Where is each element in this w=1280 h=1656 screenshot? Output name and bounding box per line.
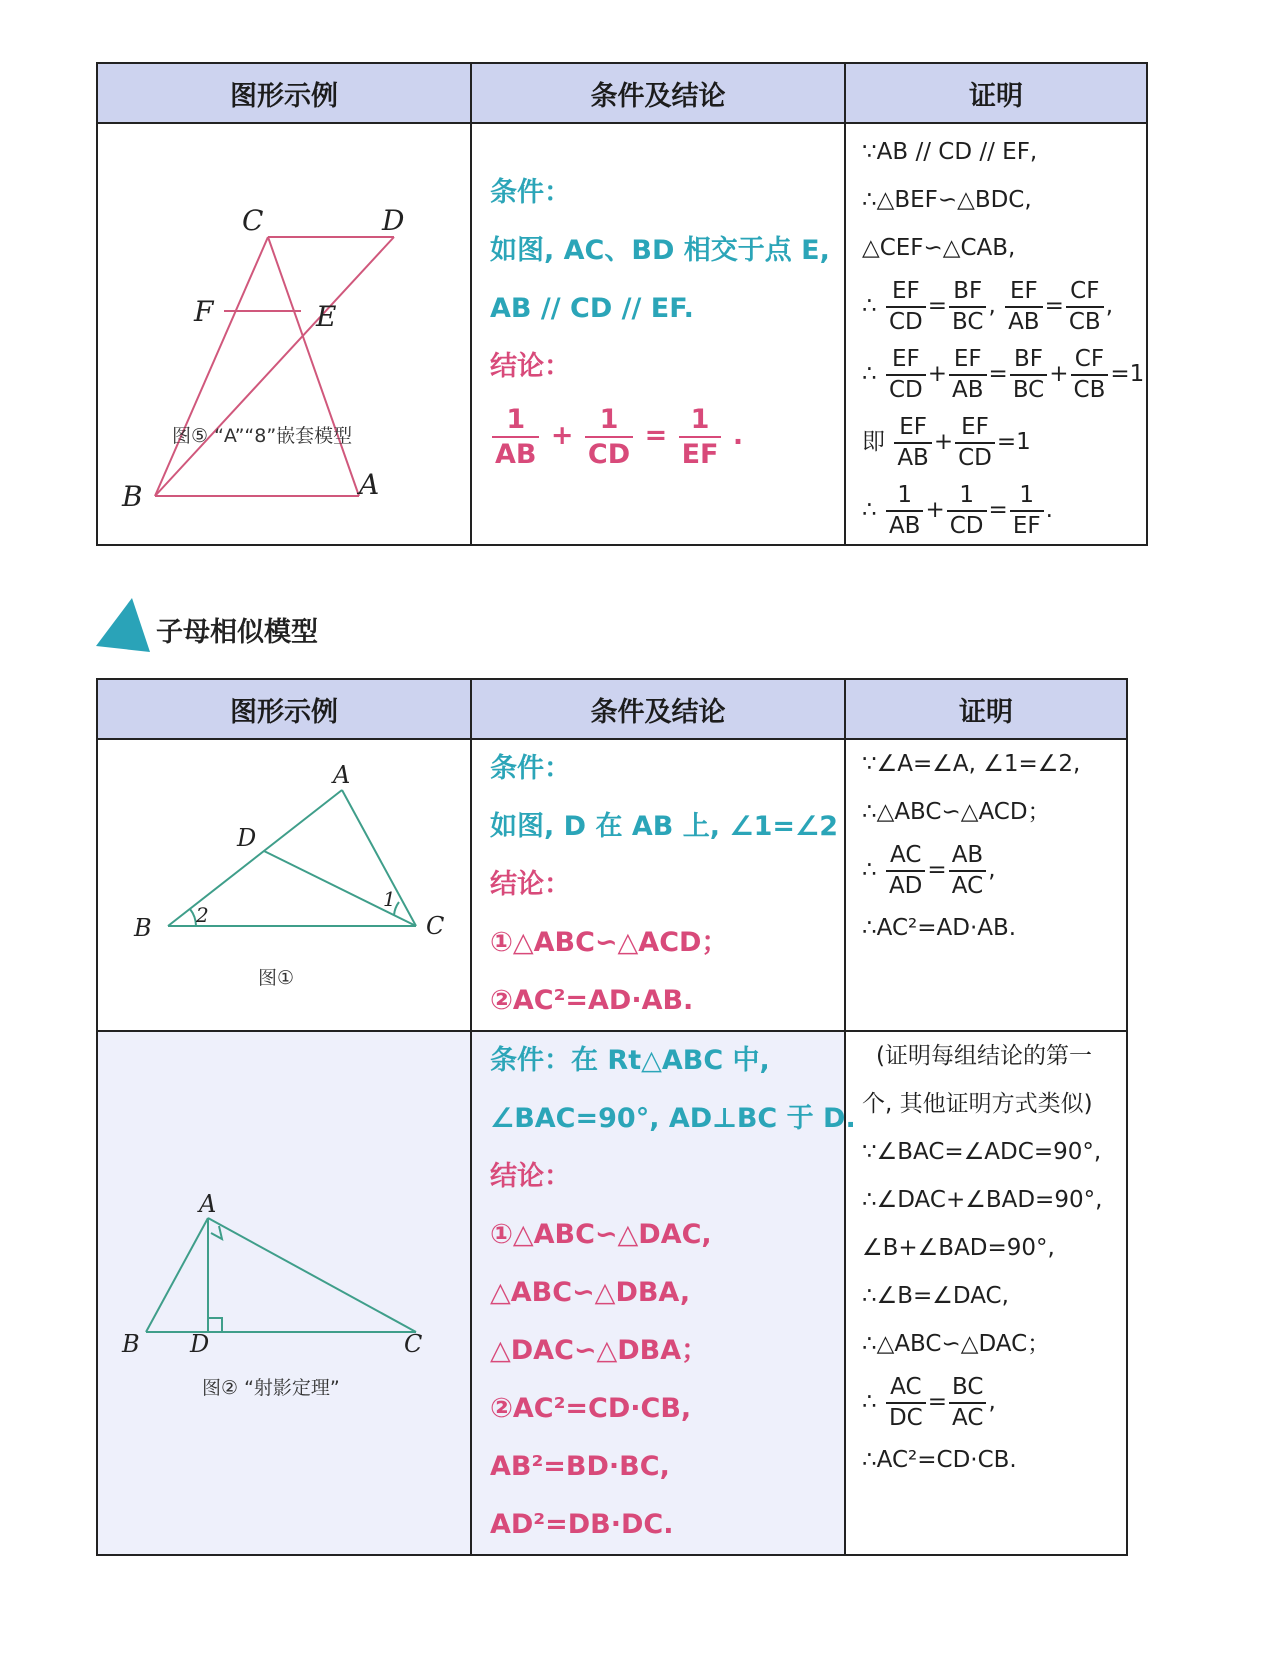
table-row <box>97 739 1127 1031</box>
vertex-b: B <box>134 914 152 942</box>
proof-line: △CEF∽△CAB, <box>862 235 1016 261</box>
figure-caption: 图⑤ “A”“8”嵌套模型 <box>172 425 353 447</box>
condition-cell <box>471 123 845 545</box>
section-title: 子母相似模型 <box>156 617 318 648</box>
vertex-d: D <box>382 204 405 237</box>
segment-ca <box>268 237 359 496</box>
nested-a8-figure <box>98 124 466 512</box>
vertex-b: B <box>122 480 143 512</box>
table-header-row <box>97 63 1147 123</box>
condition-line: 如图, AC、BD 相交于点 E, <box>490 235 830 266</box>
conclusion-label: 结论： <box>490 351 571 382</box>
table-row <box>97 1031 1127 1555</box>
mother-child-model-table <box>96 678 1128 1556</box>
conclusion-formula: $\frac{1}{AB}$ + $\frac{1}{CD}$ = $\frac{1}{EF}$ . <box>490 396 844 476</box>
conclusion-line: AB²=BD·BC, <box>490 1451 670 1482</box>
nested-model-table <box>96 62 1148 546</box>
right-angle-d <box>208 1318 222 1332</box>
right-angle-a <box>211 1226 222 1239</box>
table-row <box>97 123 1147 545</box>
conclusion-line: △DAC∽△DBA； <box>490 1335 709 1366</box>
vertex-a: A <box>333 761 351 789</box>
table-header-row <box>97 679 1127 739</box>
triangle-abc-figure <box>98 740 466 1026</box>
condition-cell <box>471 1031 856 1555</box>
segment-ac <box>208 1218 416 1332</box>
condition-label: 条件： <box>490 753 571 784</box>
section-triangle-icon <box>96 596 156 656</box>
angle-1-label: 1 <box>383 887 396 911</box>
proof-line: ∴△BEF∽△BDC, <box>862 187 1032 213</box>
proof-line: ∴△ABC∽△ACD； <box>862 799 1051 825</box>
conclusion-line: AD²=DB·DC. <box>490 1509 674 1540</box>
vertex-b: B <box>122 1330 140 1358</box>
condition-line: AB // CD // EF. <box>490 293 694 324</box>
figure-cell <box>97 123 471 545</box>
segment-ac <box>342 790 416 926</box>
proof-line: ∴∠DAC+∠BAD=90°, <box>862 1187 1103 1213</box>
figure-caption: 图② “射影定理” <box>202 1377 340 1399</box>
segment-ba <box>168 790 342 926</box>
figure-cell <box>97 739 471 1031</box>
proof-line: ∴ $\frac{EF}{CD}$ + $\frac{EF}{AB}$ = $\frac{BF}{BC}$ + $\frac{CF}{CB}$ =1 <box>862 345 1145 403</box>
vertex-e: E <box>316 300 337 333</box>
conclusion-line: △ABC∽△DBA, <box>490 1277 691 1308</box>
condition-cell <box>471 739 845 1031</box>
conclusion-label: 结论： <box>490 1161 571 1192</box>
proof-line: 即 $\frac{EF}{AB}$ + $\frac{EF}{CD}$ =1 <box>862 413 1031 471</box>
proof-line: ∴△ABC∽△DAC； <box>862 1331 1051 1357</box>
proof-line: 个, 其他证明方式类似) <box>862 1091 1093 1117</box>
proof-line: ∴ $\frac{EF}{CD}$ = $\frac{BF}{BC}$ , $\frac{EF}{AB}$ = $\frac{CF}{CB}$ , <box>862 277 1114 335</box>
proof-line: ∴AC²=AD·AB. <box>862 915 1017 941</box>
proof-line: ∴ $\frac{AC}{AD}$ = $\frac{AB}{AC}$ , <box>862 841 996 899</box>
projection-theorem-figure <box>98 1032 466 1548</box>
proof-cell <box>845 739 1127 1031</box>
proof-line: ∠B+∠BAD=90°, <box>862 1235 1055 1261</box>
fraction: $\frac{1}{EF}$ <box>679 406 722 468</box>
vertex-a: A <box>199 1190 217 1218</box>
vertex-f: F <box>194 295 214 328</box>
conclusion-line: ②AC²=CD·CB, <box>490 1393 692 1424</box>
header-proof: 证明 <box>845 63 1147 123</box>
header-condition: 条件及结论 <box>471 63 845 123</box>
header-proof: 证明 <box>845 679 1127 739</box>
fraction: $\frac{1}{AB}$ <box>492 406 539 468</box>
condition-line: ∠BAC=90°, AD⊥BC 于 D. <box>490 1103 856 1134</box>
proof-line: ∴ $\frac{AC}{DC}$ = $\frac{BC}{AC}$ , <box>862 1373 996 1431</box>
proof-line: ∴AC²=CD·CB. <box>862 1447 1017 1473</box>
segment-bd <box>155 237 394 496</box>
vertex-c: C <box>404 1330 423 1358</box>
header-figure: 图形示例 <box>97 63 471 123</box>
vertex-c: C <box>426 912 445 940</box>
proof-line: ∴ $\frac{1}{AB}$ + $\frac{1}{CD}$ = $\frac{1}{EF}$ . <box>862 481 1053 539</box>
proof-line: (证明每组结论的第一 <box>876 1043 1092 1069</box>
fraction: $\frac{1}{CD}$ <box>585 406 633 468</box>
condition-line: 如图, D 在 AB 上, ∠1=∠2 <box>490 811 839 842</box>
vertex-d: D <box>190 1330 210 1358</box>
proof-line: ∵AB // CD // EF, <box>862 139 1038 165</box>
conclusion-line: ①△ABC∽△ACD； <box>490 927 729 958</box>
condition-line: 条件：在 Rt△ABC 中, <box>490 1045 770 1076</box>
proof-line: ∵∠A=∠A, ∠1=∠2, <box>862 751 1081 777</box>
proof-cell <box>845 1031 1127 1555</box>
proof-line: ∴∠B=∠DAC, <box>862 1283 1009 1309</box>
figure-caption: 图① <box>258 967 295 989</box>
vertex-c: C <box>242 204 264 237</box>
segment-bc <box>155 237 268 496</box>
figure-cell <box>97 1031 471 1555</box>
angle-2-label: 2 <box>196 903 209 927</box>
conclusion-line: ②AC²=AD·AB. <box>490 985 694 1016</box>
vertex-a: A <box>359 468 380 501</box>
vertex-d: D <box>237 824 257 852</box>
segment-ba <box>146 1218 208 1332</box>
header-condition: 条件及结论 <box>471 679 845 739</box>
proof-line: ∵∠BAC=∠ADC=90°, <box>862 1139 1102 1165</box>
conclusion-line: ①△ABC∽△DAC, <box>490 1219 712 1250</box>
header-figure: 图形示例 <box>97 679 471 739</box>
condition-label: 条件： <box>490 177 571 208</box>
conclusion-label: 结论： <box>490 869 571 900</box>
proof-cell <box>845 123 1147 545</box>
